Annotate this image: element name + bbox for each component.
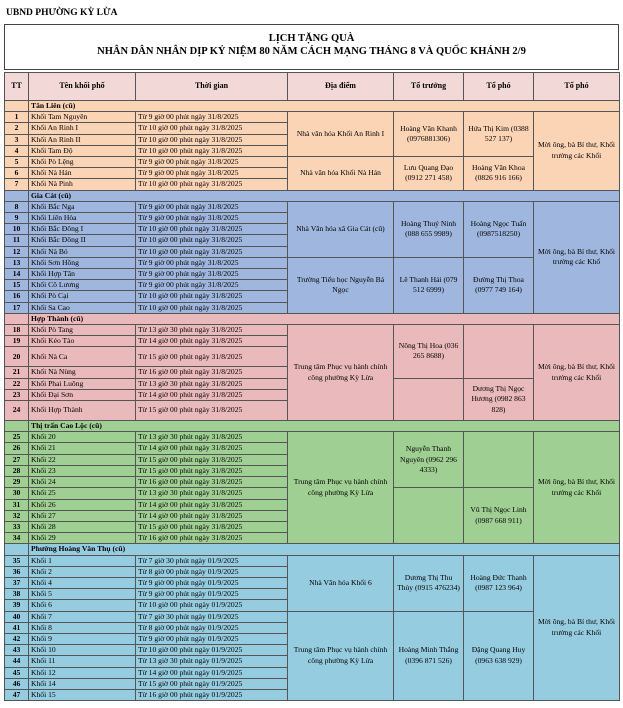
row-time: Từ 9 giờ 00 phút ngày 31/8/2025 <box>136 257 288 268</box>
row-number: 16 <box>5 291 29 302</box>
row-number: 19 <box>5 336 29 347</box>
row-time: Từ 9 giờ 00 phút ngày 31/8/2025 <box>136 168 288 179</box>
row-time: Từ 10 giờ 00 phút ngày 31/8/2025 <box>136 179 288 190</box>
leader-cell: Hoàng Minh Thắng (0396 871 526) <box>394 611 464 701</box>
row-time: Từ 9 giờ 00 phút ngày 01/9/2025 <box>136 577 288 588</box>
row-number: 30 <box>5 488 29 499</box>
deputy-cell: Vũ Thị Ngọc Linh (0987 668 911) <box>464 488 534 544</box>
row-number: 31 <box>5 499 29 510</box>
row-number: 24 <box>5 401 29 421</box>
row-time: Từ 10 giờ 00 phút ngày 31/8/2025 <box>136 291 288 302</box>
row-number: 22 <box>5 378 29 389</box>
leader-cell: Nguyễn Thanh Nguyên (0962 296 4333) <box>394 432 464 488</box>
row-time: Từ 8 giờ 00 phút ngày 01/9/2025 <box>136 566 288 577</box>
organization-name: UBND PHƯỜNG KỲ LỪA <box>6 8 118 18</box>
row-khoi: Khối Sơn Hồng <box>29 257 136 268</box>
row-number: 41 <box>5 622 29 633</box>
row-number: 8 <box>5 201 29 212</box>
row-time: Từ 10 giờ 00 phút ngày 31/8/2025 <box>136 235 288 246</box>
row-time: Từ 14 giờ 00 phút ngày 31/8/2025 <box>136 389 288 400</box>
row-khoi: Khối Hợp Tân <box>29 269 136 280</box>
row-time: Từ 13 giờ 30 phút ngày 31/8/2025 <box>136 488 288 499</box>
place-cell: Trường Tiểu học Nguyễn Bá Ngọc <box>288 257 394 313</box>
leader-cell: Hoàng Văn Khanh (0976881306) <box>394 112 464 157</box>
row-number: 37 <box>5 577 29 588</box>
row-time: Từ 15 giờ 00 phút ngày 01/9/2025 <box>136 678 288 689</box>
row-number: 12 <box>5 246 29 257</box>
deputy-cell: Hứa Thị Kim (0388 527 137) <box>464 112 534 157</box>
place-cell: Trung tâm Phục vụ hành chính công phường Kỳ Lừa <box>288 432 394 544</box>
row-khoi: Khối 25 <box>29 488 136 499</box>
row-number: 7 <box>5 179 29 190</box>
row-number: 21 <box>5 367 29 378</box>
row-khoi: Khối 24 <box>29 477 136 488</box>
row-number: 18 <box>5 325 29 336</box>
leader-cell-empty <box>394 488 464 544</box>
row-number: 47 <box>5 689 29 700</box>
row-number: 34 <box>5 533 29 544</box>
row-khoi: Khối 22 <box>29 454 136 465</box>
row-time: Từ 10 giờ 00 phút ngày 31/8/2025 <box>136 134 288 145</box>
row-number: 42 <box>5 633 29 644</box>
row-khoi: Khối 15 <box>29 689 136 700</box>
row-khoi: Khối 7 <box>29 611 136 622</box>
deputy2-cell: Mời ông, bà Bí thư, Khối trưởng các Khối <box>534 112 620 190</box>
row-khoi: Khối An Rinh II <box>29 134 136 145</box>
row-number: 27 <box>5 454 29 465</box>
row-khoi: Khối 26 <box>29 499 136 510</box>
row-number: 43 <box>5 645 29 656</box>
row-time: Từ 16 giờ 00 phút ngày 31/8/2025 <box>136 367 288 378</box>
row-number: 45 <box>5 667 29 678</box>
row-khoi: Khối Bắc Đông I <box>29 224 136 235</box>
header-to-truong: Tổ trưởng <box>394 73 464 101</box>
row-khoi: Khối 23 <box>29 465 136 476</box>
row-number: 40 <box>5 611 29 622</box>
row-khoi: Khối 12 <box>29 667 136 678</box>
section-title: Tân Liên (cũ) <box>29 101 620 112</box>
place-cell: Trung tâm Phục vụ hành chính công phường Kỳ Lừa <box>288 611 394 701</box>
row-time: Từ 15 giờ 00 phút ngày 31/8/2025 <box>136 401 288 421</box>
deputy-cell-empty <box>464 325 534 379</box>
document-title-block <box>4 24 619 70</box>
row-time: Từ 10 giờ 00 phút ngày 31/8/2025 <box>136 145 288 156</box>
row-khoi: Khối 10 <box>29 645 136 656</box>
row-time: Từ 15 giờ 00 phút ngày 31/8/2025 <box>136 347 288 367</box>
row-time: Từ 9 giờ 00 phút ngày 31/8/2025 <box>136 112 288 123</box>
row-khoi: Khối 8 <box>29 622 136 633</box>
place-cell: Nhà văn hóa Khối An Rinh I <box>288 112 394 157</box>
header-tt: TT <box>5 73 29 101</box>
leader-cell: Nông Thị Hoa (036 265 8688) <box>394 325 464 379</box>
leader-cell: Lê Thanh Hải (079 512 6999) <box>394 257 464 313</box>
table-row <box>5 257 620 268</box>
deputy-cell: Hoàng Đức Thanh (0987 123 964) <box>464 555 534 611</box>
leader-cell: Lưu Quang Đạo (0912 271 458) <box>394 157 464 191</box>
row-khoi: Khối Nà Nùng <box>29 367 136 378</box>
section-title: Phường Hoàng Văn Thụ (cũ) <box>29 544 620 555</box>
row-time: Từ 10 giờ 00 phút ngày 31/8/2025 <box>136 246 288 257</box>
row-time: Từ 16 giờ 00 phút ngày 31/8/2025 <box>136 477 288 488</box>
row-time: Từ 14 giờ 00 phút ngày 31/8/2025 <box>136 443 288 454</box>
table-header-row <box>5 73 620 101</box>
row-number: 44 <box>5 656 29 667</box>
section-title: Thị trấn Cao Lộc (cũ) <box>29 421 620 432</box>
table-row <box>5 201 620 212</box>
row-time: Từ 15 giờ 00 phút ngày 31/8/2025 <box>136 521 288 532</box>
row-number: 9 <box>5 213 29 224</box>
row-khoi: Khối Đại Sơn <box>29 389 136 400</box>
table-row <box>5 611 620 622</box>
deputy-cell-empty <box>464 432 534 488</box>
row-khoi: Khối Tam Nguyên <box>29 112 136 123</box>
row-time: Từ 14 giờ 00 phút ngày 31/8/2025 <box>136 499 288 510</box>
row-khoi: Khối Liên Hòa <box>29 213 136 224</box>
row-time: Từ 16 giờ 00 phút ngày 01/9/2025 <box>136 689 288 700</box>
row-number: 13 <box>5 257 29 268</box>
leader-cell: Hoàng Thuý Ninh (088 655 9989) <box>394 201 464 257</box>
row-number: 11 <box>5 235 29 246</box>
row-khoi: Khối 21 <box>29 443 136 454</box>
row-number: 14 <box>5 269 29 280</box>
header-khoi-pho: Tên khối phố <box>29 73 136 101</box>
row-khoi: Khối Pò Tang <box>29 325 136 336</box>
table-row <box>5 325 620 336</box>
row-khoi: Khối Pò Lệng <box>29 157 136 168</box>
row-khoi: Khối 9 <box>29 633 136 644</box>
row-number: 23 <box>5 389 29 400</box>
section-row <box>5 190 620 201</box>
row-time: Từ 10 giờ 00 phút ngày 01/9/2025 <box>136 600 288 611</box>
header-dia-diem: Địa điểm <box>288 73 394 101</box>
row-time: Từ 14 giờ 00 phút ngày 31/8/2025 <box>136 336 288 347</box>
row-time: Từ 7 giờ 30 phút ngày 01/9/2025 <box>136 555 288 566</box>
row-number: 32 <box>5 510 29 521</box>
deputy-cell: Hoàng Ngọc Tuấn (0987518250) <box>464 201 534 257</box>
place-cell: Trung tâm Phục vụ hành chính công phường Kỳ Lừa <box>288 325 394 421</box>
row-number: 1 <box>5 112 29 123</box>
row-number: 15 <box>5 280 29 291</box>
place-cell: Nhà Văn hóa Khối 6 <box>288 555 394 611</box>
row-khoi: Khối Pò Cại <box>29 291 136 302</box>
row-khoi: Khối 29 <box>29 533 136 544</box>
row-number: 25 <box>5 432 29 443</box>
row-time: Từ 10 giờ 00 phút ngày 01/9/2025 <box>136 645 288 656</box>
row-khoi: Khối Tam Độ <box>29 145 136 156</box>
row-time: Từ 9 giờ 00 phút ngày 31/8/2025 <box>136 157 288 168</box>
row-time: Từ 13 giờ 30 phút ngày 01/9/2025 <box>136 656 288 667</box>
row-number: 26 <box>5 443 29 454</box>
table-row <box>5 157 620 168</box>
section-row <box>5 421 620 432</box>
row-number: 4 <box>5 145 29 156</box>
row-time: Từ 10 giờ 00 phút ngày 31/8/2025 <box>136 123 288 134</box>
row-number: 3 <box>5 134 29 145</box>
row-number: 38 <box>5 589 29 600</box>
row-khoi: Khối Hợp Thành <box>29 401 136 421</box>
header-to-pho-2: Tổ phó <box>534 73 620 101</box>
place-cell: Nhà Văn hóa xã Gia Cát (cũ) <box>288 201 394 257</box>
row-time: Từ 14 giờ 00 phút ngày 31/8/2025 <box>136 510 288 521</box>
row-khoi: Khối 5 <box>29 589 136 600</box>
row-khoi: Khối An Rinh I <box>29 123 136 134</box>
row-khoi: Khối Cô Lương <box>29 280 136 291</box>
row-khoi: Khối 20 <box>29 432 136 443</box>
header-thoi-gian: Thời gian <box>136 73 288 101</box>
row-khoi: Khối 4 <box>29 577 136 588</box>
row-number: 10 <box>5 224 29 235</box>
row-time: Từ 9 giờ 00 phút ngày 31/8/2025 <box>136 201 288 212</box>
row-time: Từ 14 giờ 00 phút ngày 01/9/2025 <box>136 667 288 678</box>
row-time: Từ 9 giờ 00 phút ngày 31/8/2025 <box>136 269 288 280</box>
row-number: 28 <box>5 465 29 476</box>
row-khoi: Khối Nà Bó <box>29 246 136 257</box>
header-to-pho-1: Tổ phó <box>464 73 534 101</box>
section-row <box>5 544 620 555</box>
table-row <box>5 555 620 566</box>
deputy2-cell: Mời ông, bà Bí thư, Khối trưởng các Khối <box>534 325 620 421</box>
row-khoi: Khối 27 <box>29 510 136 521</box>
row-khoi: Khối Kéo Tào <box>29 336 136 347</box>
row-number: 5 <box>5 157 29 168</box>
row-number: 36 <box>5 566 29 577</box>
row-time: Từ 13 giờ 30 phút ngày 31/8/2025 <box>136 378 288 389</box>
row-khoi: Khối 6 <box>29 600 136 611</box>
row-time: Từ 9 giờ 00 phút ngày 31/8/2025 <box>136 280 288 291</box>
row-khoi: Khối 11 <box>29 656 136 667</box>
row-time: Từ 13 giờ 30 phút ngày 31/8/2025 <box>136 432 288 443</box>
deputy-cell: Hoàng Văn Khoa (0826 916 166) <box>464 157 534 191</box>
deputy-cell: Đặng Quang Huy (0963 638 929) <box>464 611 534 701</box>
row-khoi: Khối Bắc Nga <box>29 201 136 212</box>
row-time: Từ 10 giờ 00 phút ngày 31/8/2025 <box>136 302 288 313</box>
row-khoi: Khối 14 <box>29 678 136 689</box>
section-row <box>5 313 620 324</box>
deputy2-cell: Mời ông, bà Bí thư, Khối trưởng các Khố <box>534 201 620 313</box>
row-khoi: Khối 2 <box>29 566 136 577</box>
row-number: 29 <box>5 477 29 488</box>
row-time: Từ 7 giờ 30 phút ngày 01/9/2025 <box>136 611 288 622</box>
row-khoi: Khối Phai Luông <box>29 378 136 389</box>
section-title: Gia Cát (cũ) <box>29 190 620 201</box>
row-time: Từ 10 giờ 00 phút ngày 31/8/2025 <box>136 224 288 235</box>
row-khoi: Khối Nà Ca <box>29 347 136 367</box>
row-khoi: Khối Nà Pinh <box>29 179 136 190</box>
table-row <box>5 112 620 123</box>
leader-cell: Dương Thị Thu Thủy (0915 476234) <box>394 555 464 611</box>
row-time: Từ 15 giờ 00 phút ngày 31/8/2025 <box>136 454 288 465</box>
row-time: Từ 13 giờ 30 phút ngày 31/8/2025 <box>136 325 288 336</box>
row-number: 33 <box>5 521 29 532</box>
table-row <box>5 432 620 443</box>
deputy-cell: Đường Thị Thoa (0977 749 164) <box>464 257 534 313</box>
row-time: Từ 15 giờ 00 phút ngày 31/8/2025 <box>136 465 288 476</box>
row-khoi: Khối 1 <box>29 555 136 566</box>
row-number: 46 <box>5 678 29 689</box>
place-cell: Nhà văn hóa Khối Nà Hán <box>288 157 394 191</box>
deputy2-cell: Mời ông, bà Bí thư, Khối trưởng các Khối <box>534 432 620 544</box>
document-subtitle: NHÂN DÂN NHÂN DỊP KỶ NIỆM 80 NĂM CÁCH MẠNG THÁNG 8 VÀ QUỐC KHÁNH 2/9 <box>97 46 526 57</box>
schedule-table <box>4 72 620 701</box>
row-number: 35 <box>5 555 29 566</box>
row-number: 2 <box>5 123 29 134</box>
row-number: 6 <box>5 168 29 179</box>
section-row <box>5 101 620 112</box>
deputy-cell: Dương Thị Ngọc Hương (0982 863 828) <box>464 378 534 420</box>
row-time: Từ 9 giờ 00 phút ngày 31/8/2025 <box>136 213 288 224</box>
row-khoi: Khối Nà Hán <box>29 168 136 179</box>
row-khoi: Khối Sa Cao <box>29 302 136 313</box>
document-title: LỊCH TẶNG QUÀ <box>268 33 355 44</box>
row-time: Từ 9 giờ 00 phút ngày 01/9/2025 <box>136 633 288 644</box>
row-number: 17 <box>5 302 29 313</box>
row-number: 20 <box>5 347 29 367</box>
row-khoi: Khối Bắc Đông II <box>29 235 136 246</box>
row-time: Từ 9 giờ 00 phút ngày 01/9/2025 <box>136 589 288 600</box>
row-number: 39 <box>5 600 29 611</box>
row-time: Từ 8 giờ 00 phút ngày 01/9/2025 <box>136 622 288 633</box>
row-khoi: Khối 28 <box>29 521 136 532</box>
leader-cell-empty <box>394 378 464 420</box>
row-time: Từ 16 giờ 00 phút ngày 31/8/2025 <box>136 533 288 544</box>
deputy2-cell: Mời ông, bà Bí thư, Khối trưởng các Khối <box>534 555 620 701</box>
section-title: Hợp Thành (cũ) <box>29 313 620 324</box>
